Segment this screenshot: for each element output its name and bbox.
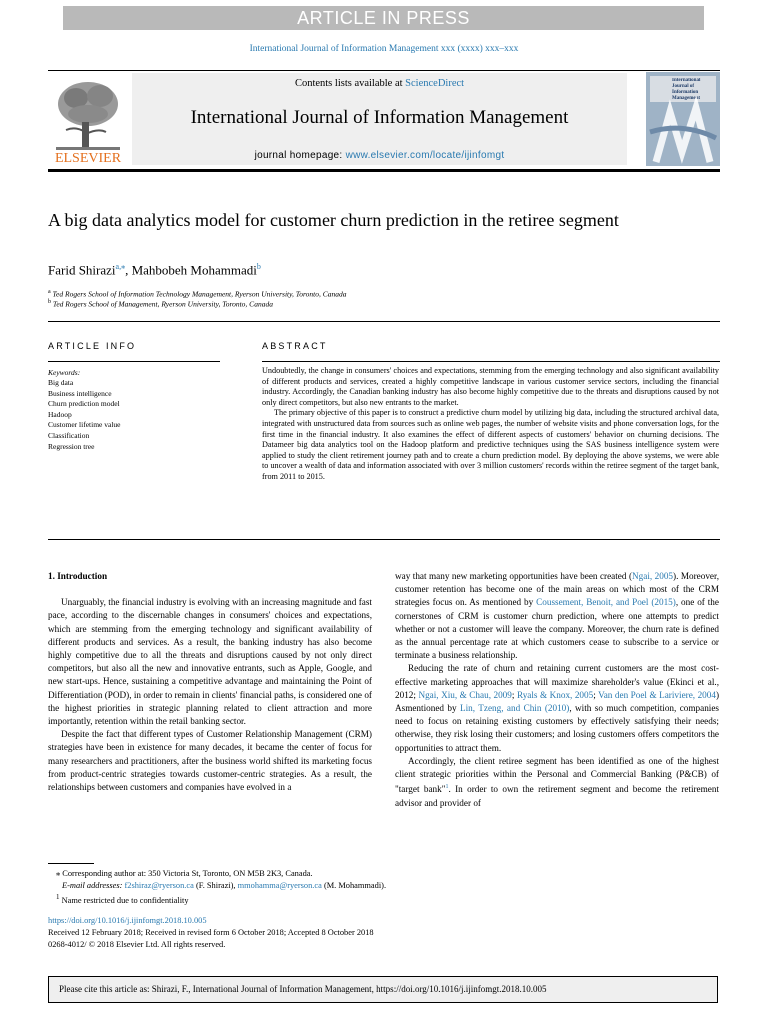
keyword: Classification <box>48 430 90 440</box>
author-marks[interactable]: b <box>256 262 261 271</box>
keywords-label: Keywords: <box>48 368 81 377</box>
body-paragraph <box>395 662 719 754</box>
footnote-divider <box>48 863 94 864</box>
author-marks[interactable]: a,⁎ <box>115 262 126 271</box>
affiliation-mark: a <box>48 289 51 295</box>
affiliation-mark: b <box>48 299 51 305</box>
text-run: ) Asmentioned by <box>395 689 720 714</box>
divider <box>262 361 720 362</box>
email-link[interactable]: mmohamma@ryerson.ca <box>237 881 322 890</box>
confidentiality-note <box>56 892 189 906</box>
author-list: Farid Shirazi$^{a,⁎}$, Mahbobeh Mohammadi$^b$ <box>48 262 261 278</box>
citation-link[interactable]: Ryals & Knox, 2005 <box>516 689 594 700</box>
citation-link[interactable]: Van den Poel & Lariviere, 2004 <box>598 689 716 700</box>
sciencedirect-link[interactable]: ScienceDirect <box>405 78 465 89</box>
divider <box>48 321 720 322</box>
keyword: Business intelligence <box>48 388 112 398</box>
footnote-mark: 1 <box>56 893 60 901</box>
text-run: Accordingly, the client retiree segment has been identified as one of the highest client strategic priorities within the Personal and Commercial Banking (P&CB) of "target bank" <box>395 755 719 795</box>
abstract-heading: ABSTRACT <box>262 341 328 351</box>
divider <box>48 70 720 71</box>
body-paragraph: Despite the fact that different types of Customer Relationship Management (CRM) strategies have been in existence for many decades, it became the center of focus for many researchers and practitioners, after the business world shifted its marketing focus from product-centric strategies towards customer-centric strategies. As a result, the relationships between customers and companies have evolved in a <box>48 729 372 793</box>
corresponding-author-note: ⁎ Corresponding author at: 350 Victoria St, Toronto, ON M5B 2K3, Canada. <box>56 869 313 878</box>
keyword-list <box>48 378 120 452</box>
journal-title: International Journal of Information Management <box>190 107 569 128</box>
body-paragraph <box>395 755 719 810</box>
contents-line <box>132 78 627 89</box>
email-owner: (M. Mohammadi). <box>321 881 387 890</box>
footnote-text: Name restricted due to confidentiality <box>59 895 189 905</box>
email-owner: (F. Shirazi), <box>193 881 238 890</box>
text-run: . In order to own the retirement segment and become the retirement advisor and provider of <box>395 784 720 808</box>
text-run: ; <box>511 689 517 700</box>
doi-text[interactable]: https://doi.org/10.1016/j.ijinfomgt.2018.10.005 <box>48 916 207 925</box>
email-link[interactable]: f2shiraz@ryerson.ca <box>124 881 194 890</box>
elsevier-logo <box>48 74 128 166</box>
copyright: 0268-4012/ © 2018 Elsevier Ltd. All rights reserved. <box>48 940 226 949</box>
svg-text:ELSEVIER: ELSEVIER <box>54 151 122 166</box>
citation-link[interactable]: Ngai, 2005 <box>632 571 674 581</box>
affiliation-text: Ted Rogers School of Information Technology Management, Ryerson University, Toronto, Canada <box>52 289 347 299</box>
email-label: E-mail addresses: <box>62 881 125 890</box>
text-run: ). Moreover, customer retention has become one of the main areas on which most of the CRM strategies focus on. As mentioned by <box>395 571 719 608</box>
homepage-link[interactable]: www.elsevier.com/locate/ijinfomgt <box>345 150 505 161</box>
citation-link[interactable]: Lin, Tzeng, and Chin (2010) <box>459 703 570 714</box>
author-name[interactable]: Farid Shirazi <box>48 262 116 278</box>
header-divider <box>48 169 720 172</box>
text-run: way that many new marketing opportunities have been created ( <box>395 571 633 581</box>
affiliation-text: Ted Rogers School of Management, Ryerson University, Toronto, Canada <box>52 299 273 309</box>
divider <box>48 539 720 540</box>
text-run: ; <box>593 689 599 700</box>
text-run: , one of the cornerstones of CRM is customer churn prediction, where one attempts to predict whether or not a customer will leave the company. Moreover, the churn rate is defined as the annual percentage rate at which customers cease to subscribe to a service or terminate a business relationship. <box>395 597 719 661</box>
contents-prefix: Contents lists available at <box>294 78 406 89</box>
doi-link[interactable] <box>48 915 207 926</box>
affiliation-b <box>48 299 273 309</box>
abstract-text <box>262 366 719 483</box>
article-title: A big data analytics model for customer churn prediction in the retiree segment <box>48 210 619 230</box>
body-paragraph <box>395 570 719 662</box>
journal-cover-image: International Journal of Information Management <box>646 72 720 166</box>
body-right-column <box>395 570 719 810</box>
citation-box: Please cite this article as: Shirazi, F., International Journal of Information Management, https://doi.org/10.1016/j.ijinfomgt.2018.10.005 <box>48 976 718 1003</box>
text-run: , with so much competition, companies need to focus on retaining existing customers by effectively satisfying their needs; otherwise, they risk losing their customers; and losing customers offers competitors the opportunities to attract them. <box>395 703 720 753</box>
received-dates: Received 12 February 2018; Received in revised form 6 October 2018; Accepted 8 October 2018 <box>48 928 374 937</box>
journal-reference[interactable]: International Journal of Information Management xxx (xxxx) xxx–xxx <box>249 44 519 54</box>
divider <box>48 361 220 362</box>
keyword: Regression tree <box>48 441 95 451</box>
article-info-heading: ARTICLE INFO <box>48 341 137 351</box>
abstract-paragraph: The primary objective of this paper is to construct a predictive churn model by utilizing big data, including the structured archival data, integrated with unstructured data from sources such as online web pages, the number of website visits and phone conversation logs, for the first time in the financial industry. It also examines the effect of different aspects of customers' behavior on churning decisions. The Datameer big data analytics tool on the Hadoop platform and predictive techniques using the SAS business intelligence system were applied to study the client retirement journey path and to create a churn prediction model. By deploying the above systems, we were able to uncover a wealth of data and information associated with over 3 million customers' records within the retiree segment of the target bank, from 2011 to 2015. <box>262 408 719 481</box>
citation-link[interactable]: Coussement, Benoit, and Poel (2015) <box>536 597 676 608</box>
footnote-mark[interactable]: 1 <box>445 784 449 791</box>
body-left-column <box>48 570 372 794</box>
body-paragraph: Unarguably, the financial industry is evolving with an increasing magnitude and fast pace, according to the discernable changes in consumers' choices and expectations, which are stemming from the emerging technology and significant availability of different products and services. As a result, the banking industry has also become highly competitive due to all the threats and disruptions caused by not only direct competitors, but also all the new and innovative entrants, such as Apple, Google, and new start-ups. Hence, sustaining a competitive advantage and maintaining the Point of Differentiation (POD), in order to remain in clients' financial paths, is considered one of the highest priorities in strategic planning related to client attraction and more importantly, retention within the retail banking sector. <box>48 597 372 727</box>
affiliation-a <box>48 289 347 299</box>
journal-homepage <box>132 150 627 161</box>
keyword: Churn prediction model <box>48 399 120 409</box>
section-heading: 1. Introduction <box>48 571 108 581</box>
text-run: Reducing the rate of churn and retaining current customers are the most cost-effective marketing approaches that will maximize shareholder's value (Ekinci et al., 2012; <box>395 663 719 700</box>
article-in-press-banner: ARTICLE IN PRESS <box>63 6 704 30</box>
keyword: Customer lifetime value <box>48 420 121 430</box>
citation-link[interactable]: Ngai, Xiu, & Chau, 2009 <box>418 689 512 700</box>
email-note <box>62 880 386 891</box>
keyword: Big data <box>48 378 74 387</box>
abstract-paragraph: Undoubtedly, the change in consumers' choices and expectations, stemming from the emerging technology and also significant availability of different products and services, created a highly competitive landscape in various customer service sectors, including the financial industry. Accordingly, the Canadian banking industry has also become highly competitive due to the threats and disruptions caused by not only direct competitors, but also new entrants to the market. <box>262 366 719 407</box>
homepage-prefix: journal homepage: <box>254 150 346 161</box>
keyword: Hadoop <box>48 409 72 419</box>
author-name[interactable]: Mahbobeh Mohammadi <box>131 262 257 278</box>
